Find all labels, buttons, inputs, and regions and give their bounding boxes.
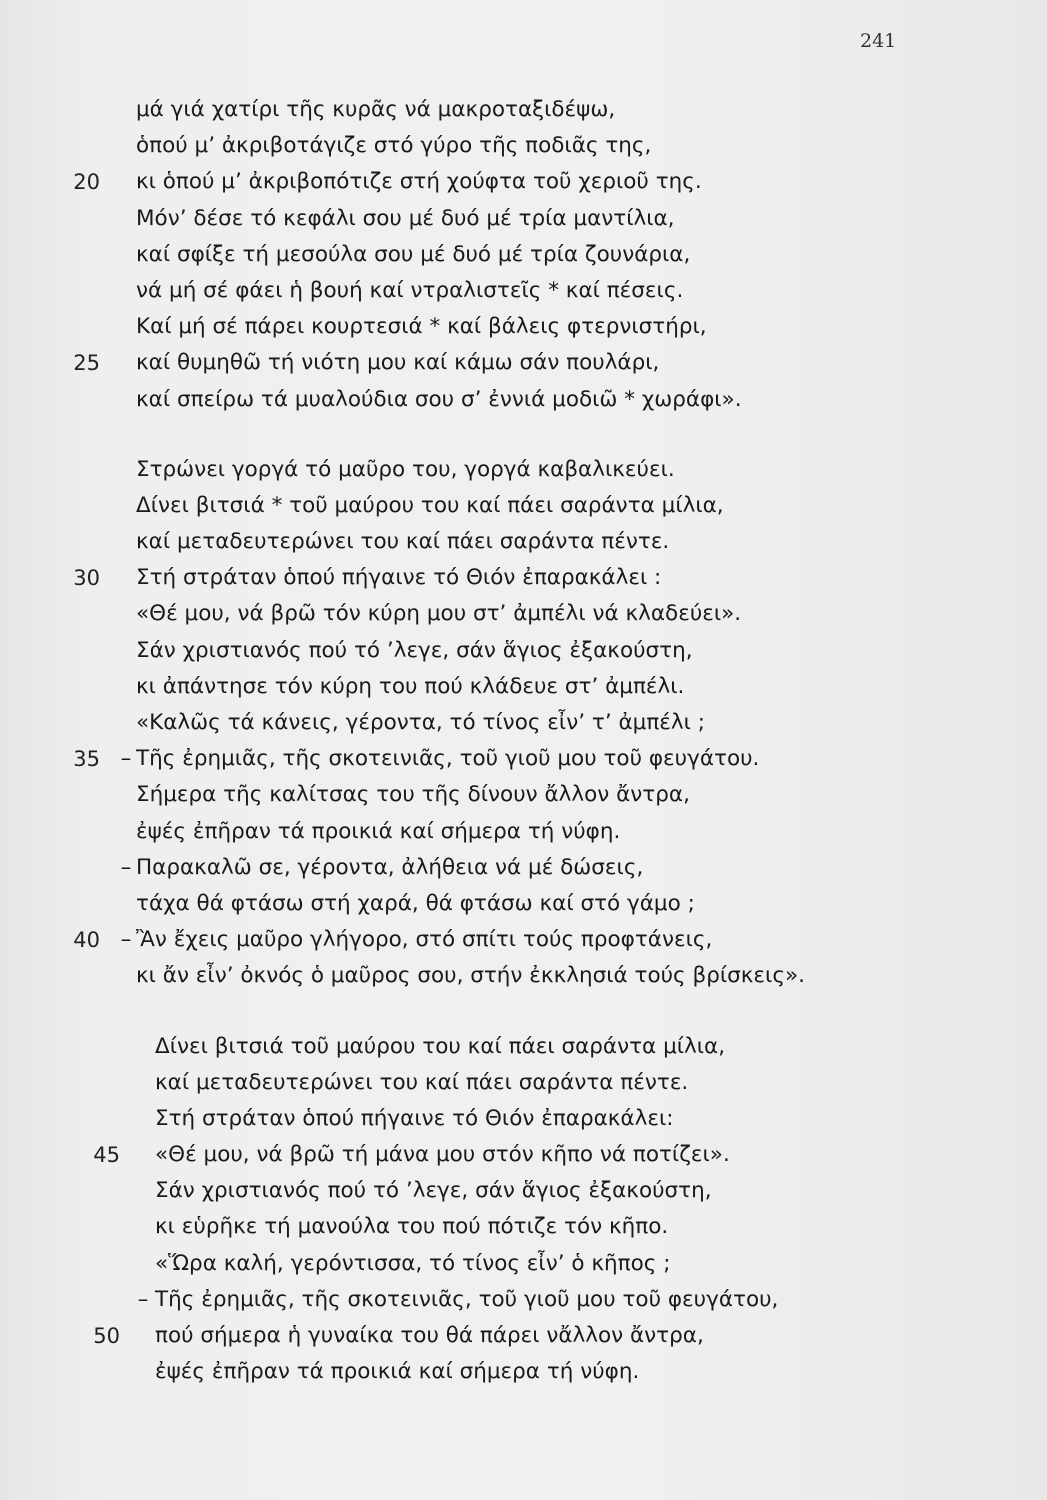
stanza <box>0 92 1047 418</box>
verse-text: Στρώνει γοργά τό μαῦρο του, γοργά καβαλικεύει. <box>136 456 675 482</box>
verse-line <box>0 814 1047 850</box>
line-number: 35 <box>73 747 100 772</box>
stanza <box>0 452 1047 995</box>
verse-line <box>0 633 1047 669</box>
poem-body <box>0 92 1047 1390</box>
verse-text: νά μή σέ φάει ἡ βουή καί ντραλιστεῖς * καί πέσεις. <box>136 277 684 303</box>
verse-line <box>0 524 1047 560</box>
verse-line <box>0 1137 1047 1173</box>
verse-line <box>0 237 1047 273</box>
stanza-gap <box>0 995 1047 1029</box>
verse-text: Στή στράταν ὁπού πήγαινε τό Θιόν ἐπαρακάλει : <box>136 565 662 591</box>
verse-text: Καί μή σέ πάρει κουρτεσιά * καί βάλεις φτερνιστήρι, <box>136 314 707 340</box>
page-number: 241 <box>860 30 897 52</box>
verse-text: κι ὁπού μ’ ἀκριβοπότιζε στή χούφτα τοῦ χεριοῦ της. <box>136 169 702 195</box>
verse-line <box>0 488 1047 524</box>
dialogue-dash: – <box>120 927 132 953</box>
verse-text: καί μεταδευτερώνει του καί πάει σαράντα πέντε. <box>155 1069 689 1095</box>
verse-line <box>0 201 1047 237</box>
verse-line <box>0 1029 1047 1065</box>
verse-line <box>0 596 1047 632</box>
verse-line <box>0 1282 1047 1318</box>
verse-text: κι εὑρῆκε τή μανούλα του πού πότιζε τόν κῆπο. <box>155 1214 669 1240</box>
verse-line <box>0 309 1047 345</box>
verse-line <box>0 886 1047 922</box>
dialogue-dash: – <box>120 854 132 880</box>
verse-text: Τῆς ἐρημιᾶς, τῆς σκοτεινιᾶς, τοῦ γιοῦ μου τοῦ φευγάτου, <box>155 1286 779 1312</box>
dialogue-dash: – <box>120 746 132 772</box>
verse-text: καί μεταδευτερώνει του καί πάει σαράντα πέντε. <box>136 529 670 555</box>
verse-text: καί σπείρω τά μυαλούδια σου σ’ ἐννιά μοδιῶ * χωράφι». <box>136 386 742 412</box>
verse-text: Παρακαλῶ σε, γέροντα, ἀλήθεια νά μέ δώσεις, <box>136 854 644 880</box>
verse-text: πού σήμερα ἡ γυναίκα του θά πάρει νἄλλον ἄντρα, <box>155 1323 704 1348</box>
verse-text: Σήμερα τῆς καλίτσας του τῆς δίνουν ἄλλον ἄντρα, <box>136 782 690 808</box>
verse-text: Μόν’ δέσε τό κεφάλι σου μέ δυό μέ τρία μαντίλια, <box>136 205 675 231</box>
verse-text: τάχα θά φτάσω στή χαρά, θά φτάσω καί στό γάμο ; <box>136 890 695 916</box>
verse-text: Ἂν ἔχεις μαῦρο γλήγορο, στό σπίτι τούς προφτάνεις, <box>136 927 713 953</box>
line-number: 50 <box>93 1324 120 1348</box>
line-number: 40 <box>73 928 100 953</box>
line-number: 45 <box>93 1143 120 1168</box>
verse-line <box>0 958 1047 994</box>
verse-line <box>0 705 1047 741</box>
verse-line <box>0 164 1047 200</box>
verse-text: ἐψές ἐπῆραν τά προικιά καί σήμερα τή νύφη. <box>136 818 621 844</box>
verse-text: Σάν χριστιανός πού τό ’λεγε, σάν ἅγιος ἐξακούστη, <box>155 1178 712 1204</box>
verse-line <box>0 1065 1047 1101</box>
verse-line <box>0 452 1047 488</box>
verse-line <box>0 345 1047 381</box>
verse-line <box>0 92 1047 128</box>
verse-line <box>0 560 1047 596</box>
line-number: 30 <box>73 566 100 591</box>
stanza <box>0 1029 1047 1391</box>
verse-text: κι ἄν εἶν’ ὀκνός ὁ μαῦρος σου, στήν ἐκκλησιά τούς βρίσκεις». <box>136 963 805 989</box>
verse-text: καί θυμηθῶ τή νιότη μου καί κάμω σάν πουλάρι, <box>136 350 660 376</box>
verse-text: «Θέ μου, νά βρῶ τόν κύρη μου στ’ ἀμπέλι νά κλαδεύει». <box>136 601 742 627</box>
verse-line <box>0 922 1047 958</box>
verse-line <box>0 850 1047 886</box>
verse-line <box>0 1318 1047 1354</box>
verse-text: μά γιά χατίρι τῆς κυρᾶς νά μακροταξιδέψω, <box>136 97 616 122</box>
verse-line <box>0 1354 1047 1390</box>
dialogue-dash: – <box>137 1286 149 1312</box>
verse-text: «Ὥρα καλή, γερόντισσα, τό τίνος εἶν’ ὁ κῆπος ; <box>155 1250 671 1276</box>
verse-text: Δίνει βιτσιά τοῦ μαύρου του καί πάει σαράντα μίλια, <box>155 1033 726 1059</box>
stanza-gap <box>0 418 1047 452</box>
verse-line <box>0 1173 1047 1209</box>
verse-text: «Καλῶς τά κάνεις, γέροντα, τό τίνος εἶν’ τ’ ἀμπέλι ; <box>136 710 705 735</box>
verse-text: ἐψές ἐπῆραν τά προικιά καί σήμερα τή νύφη. <box>155 1359 640 1385</box>
verse-text: Δίνει βιτσιά * τοῦ μαύρου του καί πάει σαράντα μίλια, <box>136 492 724 518</box>
verse-line <box>0 777 1047 813</box>
verse-line <box>0 741 1047 777</box>
verse-line <box>0 382 1047 418</box>
verse-line <box>0 669 1047 705</box>
verse-line <box>0 1101 1047 1137</box>
verse-text: κι ἀπάντησε τόν κύρη του πού κλάδευε στ’ ἀμπέλι. <box>136 673 685 699</box>
verse-line <box>0 1209 1047 1245</box>
verse-line <box>0 1246 1047 1282</box>
verse-text: καί σφίξε τή μεσούλα σου μέ δυό μέ τρία ζουνάρια, <box>136 241 691 267</box>
verse-line <box>0 273 1047 309</box>
verse-text: Στή στράταν ὁπού πήγαινε τό Θιόν ἐπαρακάλει: <box>155 1105 674 1131</box>
line-number: 20 <box>73 170 100 195</box>
verse-text: «Θέ μου, νά βρῶ τή μάνα μου στόν κῆπο νά ποτίζει». <box>155 1142 730 1168</box>
verse-text: ὁπού μ’ ἀκριβοτάγιζε στό γύρο τῆς ποδιᾶς της, <box>136 133 652 159</box>
verse-text: Σάν χριστιανός πού τό ’λεγε, σάν ἅγιος ἐξακούστη, <box>136 637 693 663</box>
line-number: 25 <box>73 351 100 376</box>
verse-line <box>0 128 1047 164</box>
verse-text: Τῆς ἐρημιᾶς, τῆς σκοτεινιᾶς, τοῦ γιοῦ μου τοῦ φευγάτου. <box>136 746 760 772</box>
